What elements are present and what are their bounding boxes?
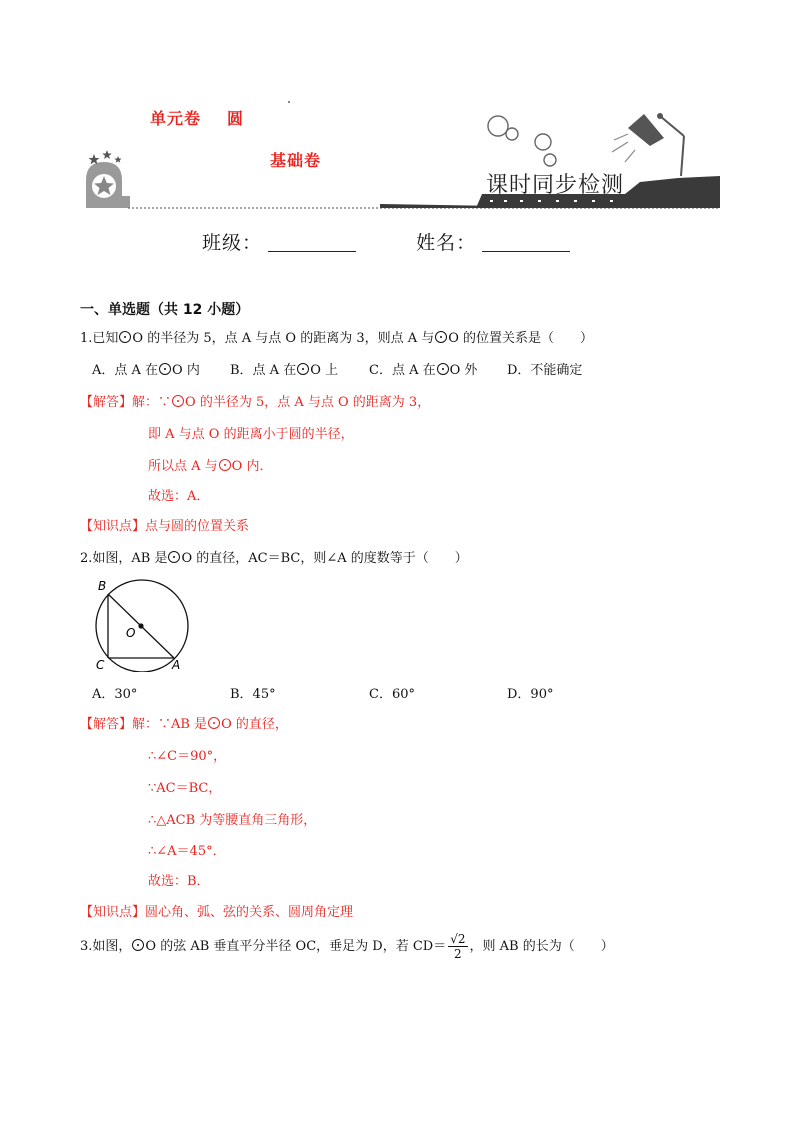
label-C: C <box>96 658 105 672</box>
circle-dot-icon <box>168 551 180 563</box>
label-A: A <box>172 658 181 672</box>
desk-lamp-icon <box>612 113 684 176</box>
circle-dot-icon <box>297 363 309 375</box>
class-field[interactable] <box>268 231 356 252</box>
circle-dot-icon <box>159 363 171 375</box>
fraction-root2-over-2: $\frac{√2}{2}$ <box>450 932 466 961</box>
circle-dot-icon <box>435 331 447 343</box>
q2-option-c: C．60° <box>369 687 415 702</box>
sync-tag: 课时同步检测 <box>486 173 625 198</box>
q1-option-b: B．点 A 在 O 上 <box>230 363 339 378</box>
q1-solution-1: 【解答】解：∵ O 的半径为 5，点 A 与点 O 的距离为 3， <box>80 395 431 410</box>
badge-icon <box>86 150 130 208</box>
q3-stem: 3.如图， O 的弦 AB 垂直平分半径 OC，垂足为 D，若 CD＝ $\frac{√2}{2}$ ，则 AB 的长为（ ） <box>80 932 614 961</box>
level-title: 基础卷 <box>270 151 322 170</box>
q2-option-d: D．90° <box>507 687 554 702</box>
q2-figure <box>88 576 198 672</box>
circle-dot-icon <box>172 395 184 407</box>
section-title: 一、单选题（共 12 小题） <box>80 302 250 318</box>
circle-dot-icon <box>119 331 131 343</box>
name-field[interactable] <box>482 231 570 252</box>
circle-dot-icon <box>132 939 144 951</box>
label-B: B <box>98 579 107 593</box>
q1-solution-3: 所以点 A 与 O 内． <box>148 459 273 474</box>
label-O: O <box>126 626 136 640</box>
circle-dot-icon <box>208 717 220 729</box>
header-banner <box>80 96 720 216</box>
q2-knowledge-point: 【知识点】圆心角、弧、弦的关系、圆周角定理 <box>80 905 354 920</box>
q1-option-d: D．不能确定 <box>507 363 583 378</box>
circle-dot-icon <box>219 459 231 471</box>
q1-solution-2: 即 A 与点 O 的距离小于圆的半径， <box>148 427 354 442</box>
q2-solution-3: ∵AC＝BC， <box>148 781 222 796</box>
q1-knowledge-point: 【知识点】点与圆的位置关系 <box>80 519 250 534</box>
q2-option-a: A．30° <box>92 687 138 702</box>
name-label: 姓名： <box>416 232 477 254</box>
bubbles-icon <box>488 116 556 166</box>
q2-option-b: B．45° <box>230 687 276 702</box>
q2-solution-1: 【解答】解：∵AB 是 O 的直径， <box>80 717 288 732</box>
q2-solution-6: 故选：B． <box>148 874 210 889</box>
q1-solution-4: 故选：A． <box>148 489 210 504</box>
center-point <box>138 623 143 628</box>
class-label: 班级： <box>202 232 263 254</box>
q2-solution-2: ∴∠C＝90°， <box>148 749 227 764</box>
q2-stem: 2.如图，AB 是 O 的直径，AC＝BC，则∠A 的度数等于（ ） <box>80 551 468 566</box>
q1-option-a: A．点 A 在 O 内 <box>92 363 200 378</box>
q1-stem: 1.已知 O 的半径为 5，点 A 与点 O 的距离为 3，则点 A 与 O 的位置关系是（ ） <box>80 331 594 346</box>
student-info <box>202 228 570 255</box>
unit-title: 单元卷 圆 <box>150 109 245 128</box>
circle-dot-icon <box>437 363 449 375</box>
q2-solution-4: ∴△ACB 为等腰直角三角形， <box>148 813 317 828</box>
q2-solution-5: ∴∠A＝45°． <box>148 844 226 859</box>
q1-option-c: C．点 A 在 O 外 <box>369 363 478 378</box>
